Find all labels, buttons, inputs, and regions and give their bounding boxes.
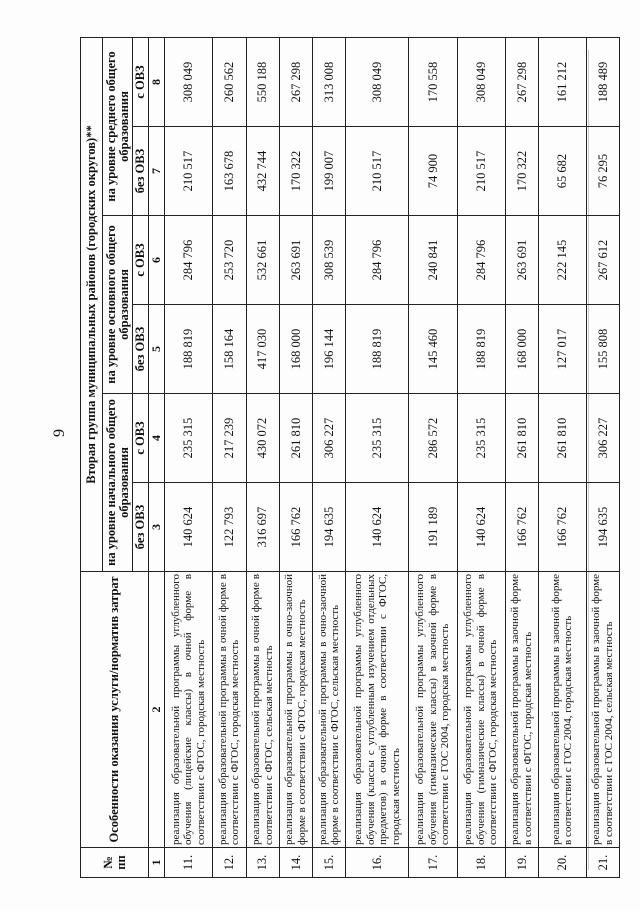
- header-without-ovz: без ОВЗ: [133, 305, 149, 394]
- row-number: 14.: [279, 848, 312, 878]
- header-with-ovz: с ОВЗ: [133, 37, 149, 126]
- row-number: 15.: [313, 848, 346, 878]
- cost-value: 168 000: [279, 305, 312, 394]
- cost-value: 308 049: [346, 37, 409, 126]
- column-number: 3: [149, 483, 165, 572]
- cost-value: 235 315: [346, 394, 409, 483]
- row-number: 18.: [457, 848, 505, 878]
- cost-value: 417 030: [246, 305, 279, 394]
- cost-value: 235 315: [457, 394, 505, 483]
- cost-value: 263 691: [505, 216, 538, 305]
- cost-value: 122 793: [213, 483, 246, 572]
- column-number: 5: [149, 305, 165, 394]
- cost-value: 550 188: [246, 37, 279, 126]
- row-number: 13.: [246, 848, 279, 878]
- cost-value: 163 678: [213, 127, 246, 216]
- row-number: 16.: [346, 848, 409, 878]
- cost-value: 188 819: [346, 305, 409, 394]
- cost-value: 76 295: [586, 127, 619, 216]
- cost-value: 166 762: [505, 483, 538, 572]
- header-without-ovz: без ОВЗ: [133, 483, 149, 572]
- cost-value: 308 539: [313, 216, 346, 305]
- cost-value: 432 744: [246, 127, 279, 216]
- cost-value: 261 810: [279, 394, 312, 483]
- table-row: [409, 37, 457, 877]
- header-level-secondary: на уровне среднего общего образования: [103, 37, 133, 215]
- cost-value: 210 517: [346, 127, 409, 216]
- cost-value: 199 007: [313, 127, 346, 216]
- column-number: 8: [149, 37, 165, 126]
- cost-value: 284 796: [165, 216, 213, 305]
- row-description: реализация образовательной программы углубленного обучения (гимназические классы) в заочной форме в соответствии с ГОС 2004, городская местность: [409, 572, 457, 848]
- table-row: [313, 37, 346, 877]
- column-number: 2: [149, 572, 165, 848]
- cost-value: 170 322: [505, 127, 538, 216]
- cost-value: 188 819: [165, 305, 213, 394]
- row-description: реализация образовательной программы углубленного обучения (классы с углубленным изучением отдельных предметов) в очной форме в соответствии с ФГОС, городская местность: [346, 572, 409, 848]
- page-number: 9: [51, 429, 68, 437]
- cost-value: 267 298: [505, 37, 538, 126]
- row-description: реализация образовательной программы в очно-заочной форме в соответствии с ФГОС, сельская местность: [313, 572, 346, 848]
- cost-value: 308 049: [165, 37, 213, 126]
- table-row: [346, 37, 409, 877]
- table-row: [279, 37, 312, 877]
- cost-value: 313 008: [313, 37, 346, 126]
- row-description: реализация образовательной программы углубленного обучения (гимназические классы) в очной форме в соответствии с ФГОС, городская местность: [457, 572, 505, 848]
- header-level-basic: на уровне основного общего образования: [103, 216, 133, 394]
- header-group: Вторая группа муниципальных районов (городских округов)**: [81, 37, 103, 571]
- row-number: 20.: [539, 848, 587, 878]
- cost-value: 166 762: [539, 483, 587, 572]
- cost-value: 166 762: [279, 483, 312, 572]
- column-number: 4: [149, 394, 165, 483]
- cost-value: 140 624: [165, 483, 213, 572]
- column-number: 7: [149, 127, 165, 216]
- row-number: 11.: [165, 848, 213, 878]
- cost-value: 308 049: [457, 37, 505, 126]
- cost-value: 168 000: [505, 305, 538, 394]
- table-row: [165, 37, 213, 877]
- row-description: реализация образовательной программы в заочной форме в соответствии с ГОС 2004, сельская местность: [586, 572, 619, 848]
- table-row: [505, 37, 538, 877]
- cost-value: 316 697: [246, 483, 279, 572]
- cost-value: 210 517: [457, 127, 505, 216]
- header-with-ovz: с ОВЗ: [133, 216, 149, 305]
- row-number: 17.: [409, 848, 457, 878]
- cost-value: 222 145: [539, 216, 587, 305]
- cost-value: 155 808: [586, 305, 619, 394]
- cost-value: 284 796: [346, 216, 409, 305]
- table-row: [539, 37, 587, 877]
- cost-value: 240 841: [409, 216, 457, 305]
- cost-value: 140 624: [346, 483, 409, 572]
- cost-value: 253 720: [213, 216, 246, 305]
- row-description: реализация образовательной программы в очной форме в соответствии с ФГОС, городская местность: [213, 572, 246, 848]
- row-number: 21.: [586, 848, 619, 878]
- cost-value: 235 315: [165, 394, 213, 483]
- cost-value: 267 612: [586, 216, 619, 305]
- cost-value: 145 460: [409, 305, 457, 394]
- cost-value: 263 691: [279, 216, 312, 305]
- rotated-table-container: [80, 38, 620, 878]
- cost-value: 261 810: [539, 394, 587, 483]
- cost-value: 170 558: [409, 37, 457, 126]
- cost-value: 170 322: [279, 127, 312, 216]
- header-without-ovz: без ОВЗ: [133, 127, 149, 216]
- cost-value: 74 900: [409, 127, 457, 216]
- row-description: реализация образовательной программы углубленного обучения (лицейские классы) в очной форме в соответствии с ФГОС, городская местность: [165, 572, 213, 848]
- cost-value: 261 810: [505, 394, 538, 483]
- cost-value: 188 819: [457, 305, 505, 394]
- table-row: [457, 37, 505, 877]
- cost-value: 286 572: [409, 394, 457, 483]
- cost-value: 191 189: [409, 483, 457, 572]
- cost-norms-table: [80, 37, 620, 878]
- header-no: № пп: [81, 848, 149, 878]
- cost-value: 140 624: [457, 483, 505, 572]
- cost-value: 210 517: [165, 127, 213, 216]
- row-description: реализация образовательной программы в очной форме в соответствии с ФГОС, сельская местность: [246, 572, 279, 848]
- column-number: 6: [149, 216, 165, 305]
- header-with-ovz: с ОВЗ: [133, 394, 149, 483]
- table-row: [246, 37, 279, 877]
- row-number: 19.: [505, 848, 538, 878]
- cost-value: 194 635: [313, 483, 346, 572]
- column-number: 1: [149, 848, 165, 878]
- table-row: [213, 37, 246, 877]
- cost-value: 194 635: [586, 483, 619, 572]
- cost-value: 306 227: [586, 394, 619, 483]
- cost-value: 196 144: [313, 305, 346, 394]
- cost-value: 127 017: [539, 305, 587, 394]
- cost-value: 532 661: [246, 216, 279, 305]
- row-description: реализация образовательной программы в заочной форме в соответствии с ГОС 2004, городская местность: [539, 572, 587, 848]
- row-description: реализация образовательной программы в очно-заочной форме в соответствии с ФГОС, городская местность: [279, 572, 312, 848]
- cost-value: 284 796: [457, 216, 505, 305]
- row-description: реализация образовательной программы в заочной форме в соответствии с ФГОС, городская местность: [505, 572, 538, 848]
- cost-value: 161 212: [539, 37, 587, 126]
- header-feature: Особенности оказания услуги/норматив затрат: [81, 572, 149, 848]
- cost-value: 158 164: [213, 305, 246, 394]
- header-level-primary: на уровне начального общего образования: [103, 394, 133, 572]
- cost-value: 65 682: [539, 127, 587, 216]
- cost-value: 217 239: [213, 394, 246, 483]
- row-number: 12.: [213, 848, 246, 878]
- cost-value: 267 298: [279, 37, 312, 126]
- table-row: [586, 37, 619, 877]
- column-number-row: [149, 37, 165, 877]
- cost-value: 430 072: [246, 394, 279, 483]
- cost-value: 306 227: [313, 394, 346, 483]
- cost-value: 188 489: [586, 37, 619, 126]
- cost-value: 260 562: [213, 37, 246, 126]
